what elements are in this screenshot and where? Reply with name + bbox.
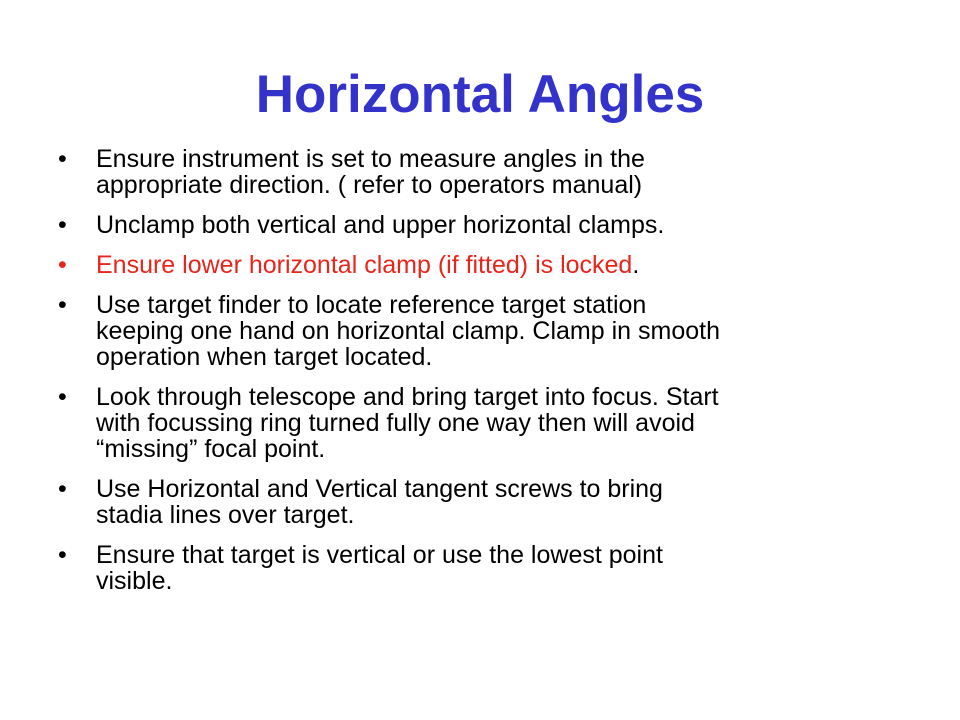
bullet-text-line: Use Horizontal and Vertical tangent screws to bring — [96, 475, 663, 503]
bullet-text-line: operation when target located. — [96, 343, 433, 371]
bullet-text-line: visible. — [96, 567, 173, 595]
bullet-item — [58, 146, 918, 198]
bullet-icon: • — [58, 475, 67, 503]
slide-title: Horizontal Angles — [255, 65, 705, 124]
bullet-item — [58, 476, 918, 528]
bullet-list — [58, 146, 918, 608]
bullet-icon: • — [58, 211, 67, 239]
bullet-item-highlighted — [58, 252, 918, 278]
bullet-text-suffix: . — [632, 251, 640, 279]
bullet-text-line: keeping one hand on horizontal clamp. Clamp in smooth — [96, 317, 720, 345]
bullet-text-line: Use target finder to locate reference target station — [96, 291, 647, 319]
bullet-item — [58, 542, 918, 594]
bullet-icon: • — [58, 145, 67, 173]
bullet-icon: • — [58, 251, 67, 279]
bullet-text-line: Ensure that target is vertical or use the lowest point — [96, 541, 663, 569]
bullet-text-line: “missing” focal point. — [96, 435, 326, 463]
bullet-text-line: Ensure instrument is set to measure angles in the — [96, 145, 645, 173]
bullet-icon: • — [58, 291, 67, 319]
bullet-icon: • — [58, 383, 67, 411]
bullet-text: Unclamp both vertical and upper horizontal clamps. — [96, 211, 665, 239]
bullet-text-line: appropriate direction. ( refer to operators manual) — [96, 171, 643, 199]
bullet-text-line: stadia lines over target. — [96, 501, 355, 529]
bullet-item — [58, 212, 918, 238]
bullet-item — [58, 384, 918, 462]
bullet-text-line: with focussing ring turned fully one way then will avoid — [96, 409, 695, 437]
bullet-icon: • — [58, 541, 67, 569]
bullet-text-line: Look through telescope and bring target into focus. Start — [96, 383, 719, 411]
bullet-text: Ensure lower horizontal clamp (if fitted) is locked — [96, 251, 633, 279]
bullet-item — [58, 292, 918, 370]
